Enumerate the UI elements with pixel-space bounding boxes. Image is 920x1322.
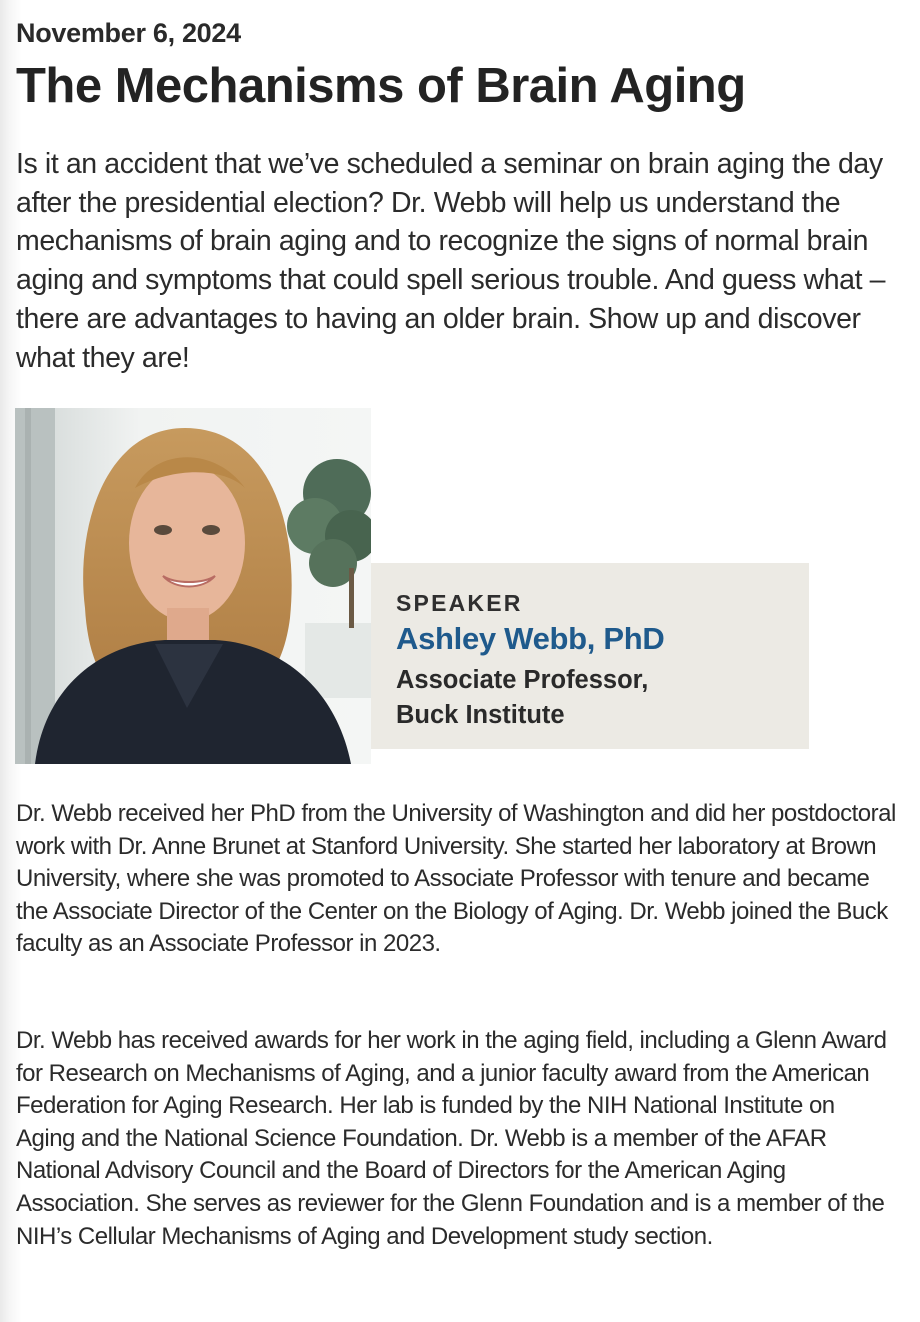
event-date: November 6, 2024 <box>16 18 241 48</box>
speaker-name: Ashley Webb, PhD <box>396 621 665 656</box>
speaker-card <box>371 563 809 749</box>
speaker-photo <box>15 408 371 764</box>
speaker-role <box>396 663 796 733</box>
speaker-label: SPEAKER <box>396 590 523 616</box>
speaker-affiliation: Buck Institute <box>396 701 565 729</box>
page-title: The Mechanisms of Brain Aging <box>16 59 746 113</box>
event-description: Is it an accident that we’ve scheduled a seminar on brain aging the day after the presidential election? Dr. Webb will help us understand the mechanisms of brain aging and to recognize the signs of normal brain aging and symptoms that could spell serious trouble. And guess what – there are advantages to having an older brain. Show up and discover what they are! <box>16 148 886 374</box>
speaker-position: Associate Professor, <box>396 666 649 694</box>
bio-paragraph-2: Dr. Webb has received awards for her work in the aging field, including a Glenn Award for Research on Mechanisms of Aging, and a junior faculty award from the American Federation for Aging Research. Her lab is funded by the NIH National Institute on Aging and the National Science Foundation. Dr. Webb is a member of the AFAR National Advisory Council and the Board of Directors for the American Aging Association. She serves as reviewer for the Glenn Foundation and is a member of the NIH’s Cellular Mechanisms of Aging and Development study section. <box>16 1027 887 1250</box>
bio-paragraph-1: Dr. Webb received her PhD from the University of Washington and did her postdoctoral work with Dr. Anne Brunet at Stanford University. She started her laboratory at Brown University, where she was promoted to Associate Professor with tenure and became the Associate Director of the Center on the Biology of Aging. Dr. Webb joined the Buck faculty as an Associate Professor in 2023. <box>16 800 896 958</box>
